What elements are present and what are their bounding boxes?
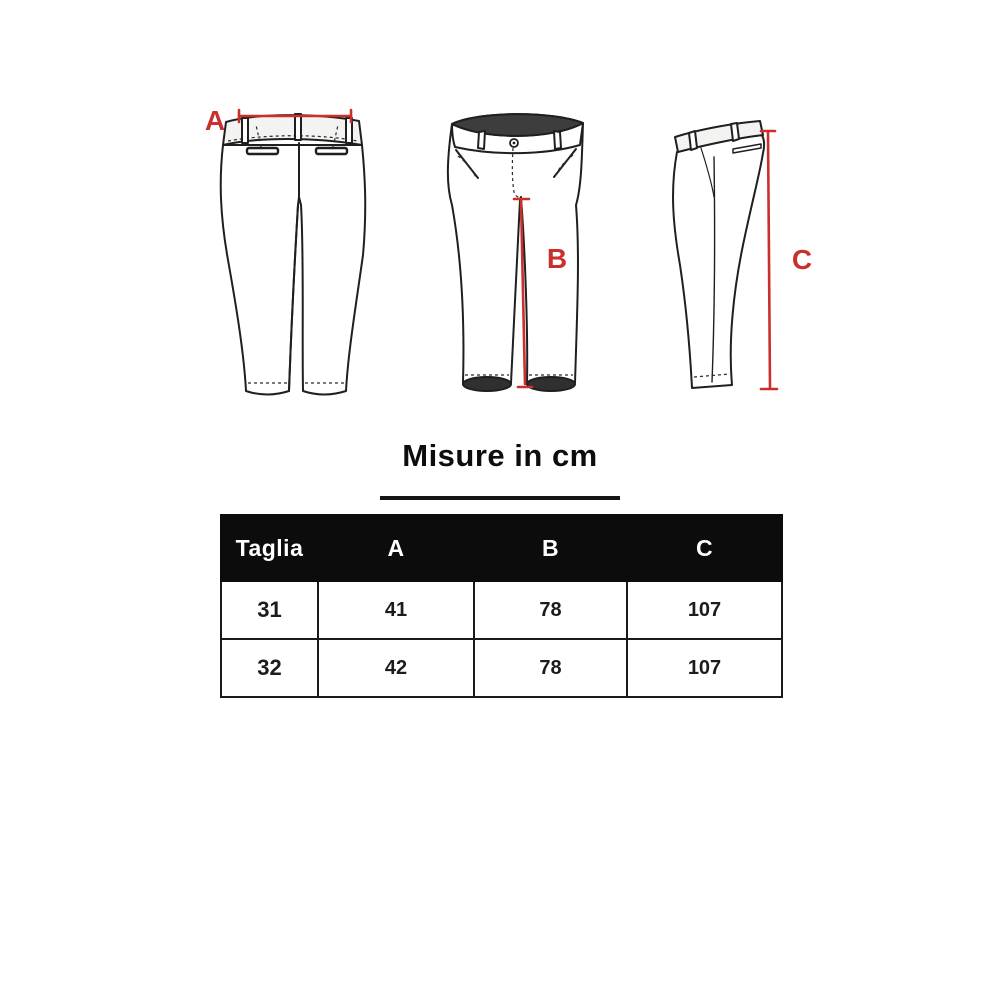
table-row xyxy=(221,639,782,697)
pants-side-view-illustration xyxy=(655,105,830,410)
belt-loop xyxy=(295,114,301,140)
col-header-b: B xyxy=(474,515,627,581)
belt-loop xyxy=(478,131,485,149)
pants-back-outline xyxy=(221,145,366,395)
measure-cell: 107 xyxy=(627,581,782,639)
belt-loop xyxy=(689,131,697,150)
table-row xyxy=(221,581,782,639)
col-header-c: C xyxy=(627,515,782,581)
belt-loop xyxy=(554,131,561,149)
page-title: Misure in cm xyxy=(402,438,598,473)
hem-opening xyxy=(463,377,511,391)
col-header-a: A xyxy=(318,515,474,581)
table-header-row xyxy=(221,515,782,581)
measure-cell: 78 xyxy=(474,581,627,639)
pants-back-view-illustration xyxy=(195,95,375,410)
button-hole xyxy=(513,142,516,145)
measure-cell: 41 xyxy=(318,581,474,639)
pants-back-view-icon xyxy=(195,95,375,410)
back-pocket-welt xyxy=(316,148,347,154)
size-cell: 32 xyxy=(221,639,318,697)
belt-loop xyxy=(731,123,739,141)
hem-opening xyxy=(527,377,575,391)
pants-side-view-icon xyxy=(655,105,830,410)
title-underline xyxy=(380,496,620,500)
measure-cell: 42 xyxy=(318,639,474,697)
outseam-measure-line xyxy=(761,131,777,389)
back-pocket-welt xyxy=(247,148,278,154)
belt-loop xyxy=(242,118,248,143)
measure-cell: 78 xyxy=(474,639,627,697)
measure-label-b: B xyxy=(546,243,568,274)
pants-front-view-illustration xyxy=(440,100,615,410)
measure-label-a: A xyxy=(204,105,226,136)
measure-label-c: C xyxy=(791,244,813,275)
pants-side-outline xyxy=(673,135,764,388)
size-cell: 31 xyxy=(221,581,318,639)
measure-cell: 107 xyxy=(627,639,782,697)
col-header-taglia: Taglia xyxy=(221,515,318,581)
pants-front-view-icon xyxy=(440,100,615,410)
size-table xyxy=(220,514,783,698)
